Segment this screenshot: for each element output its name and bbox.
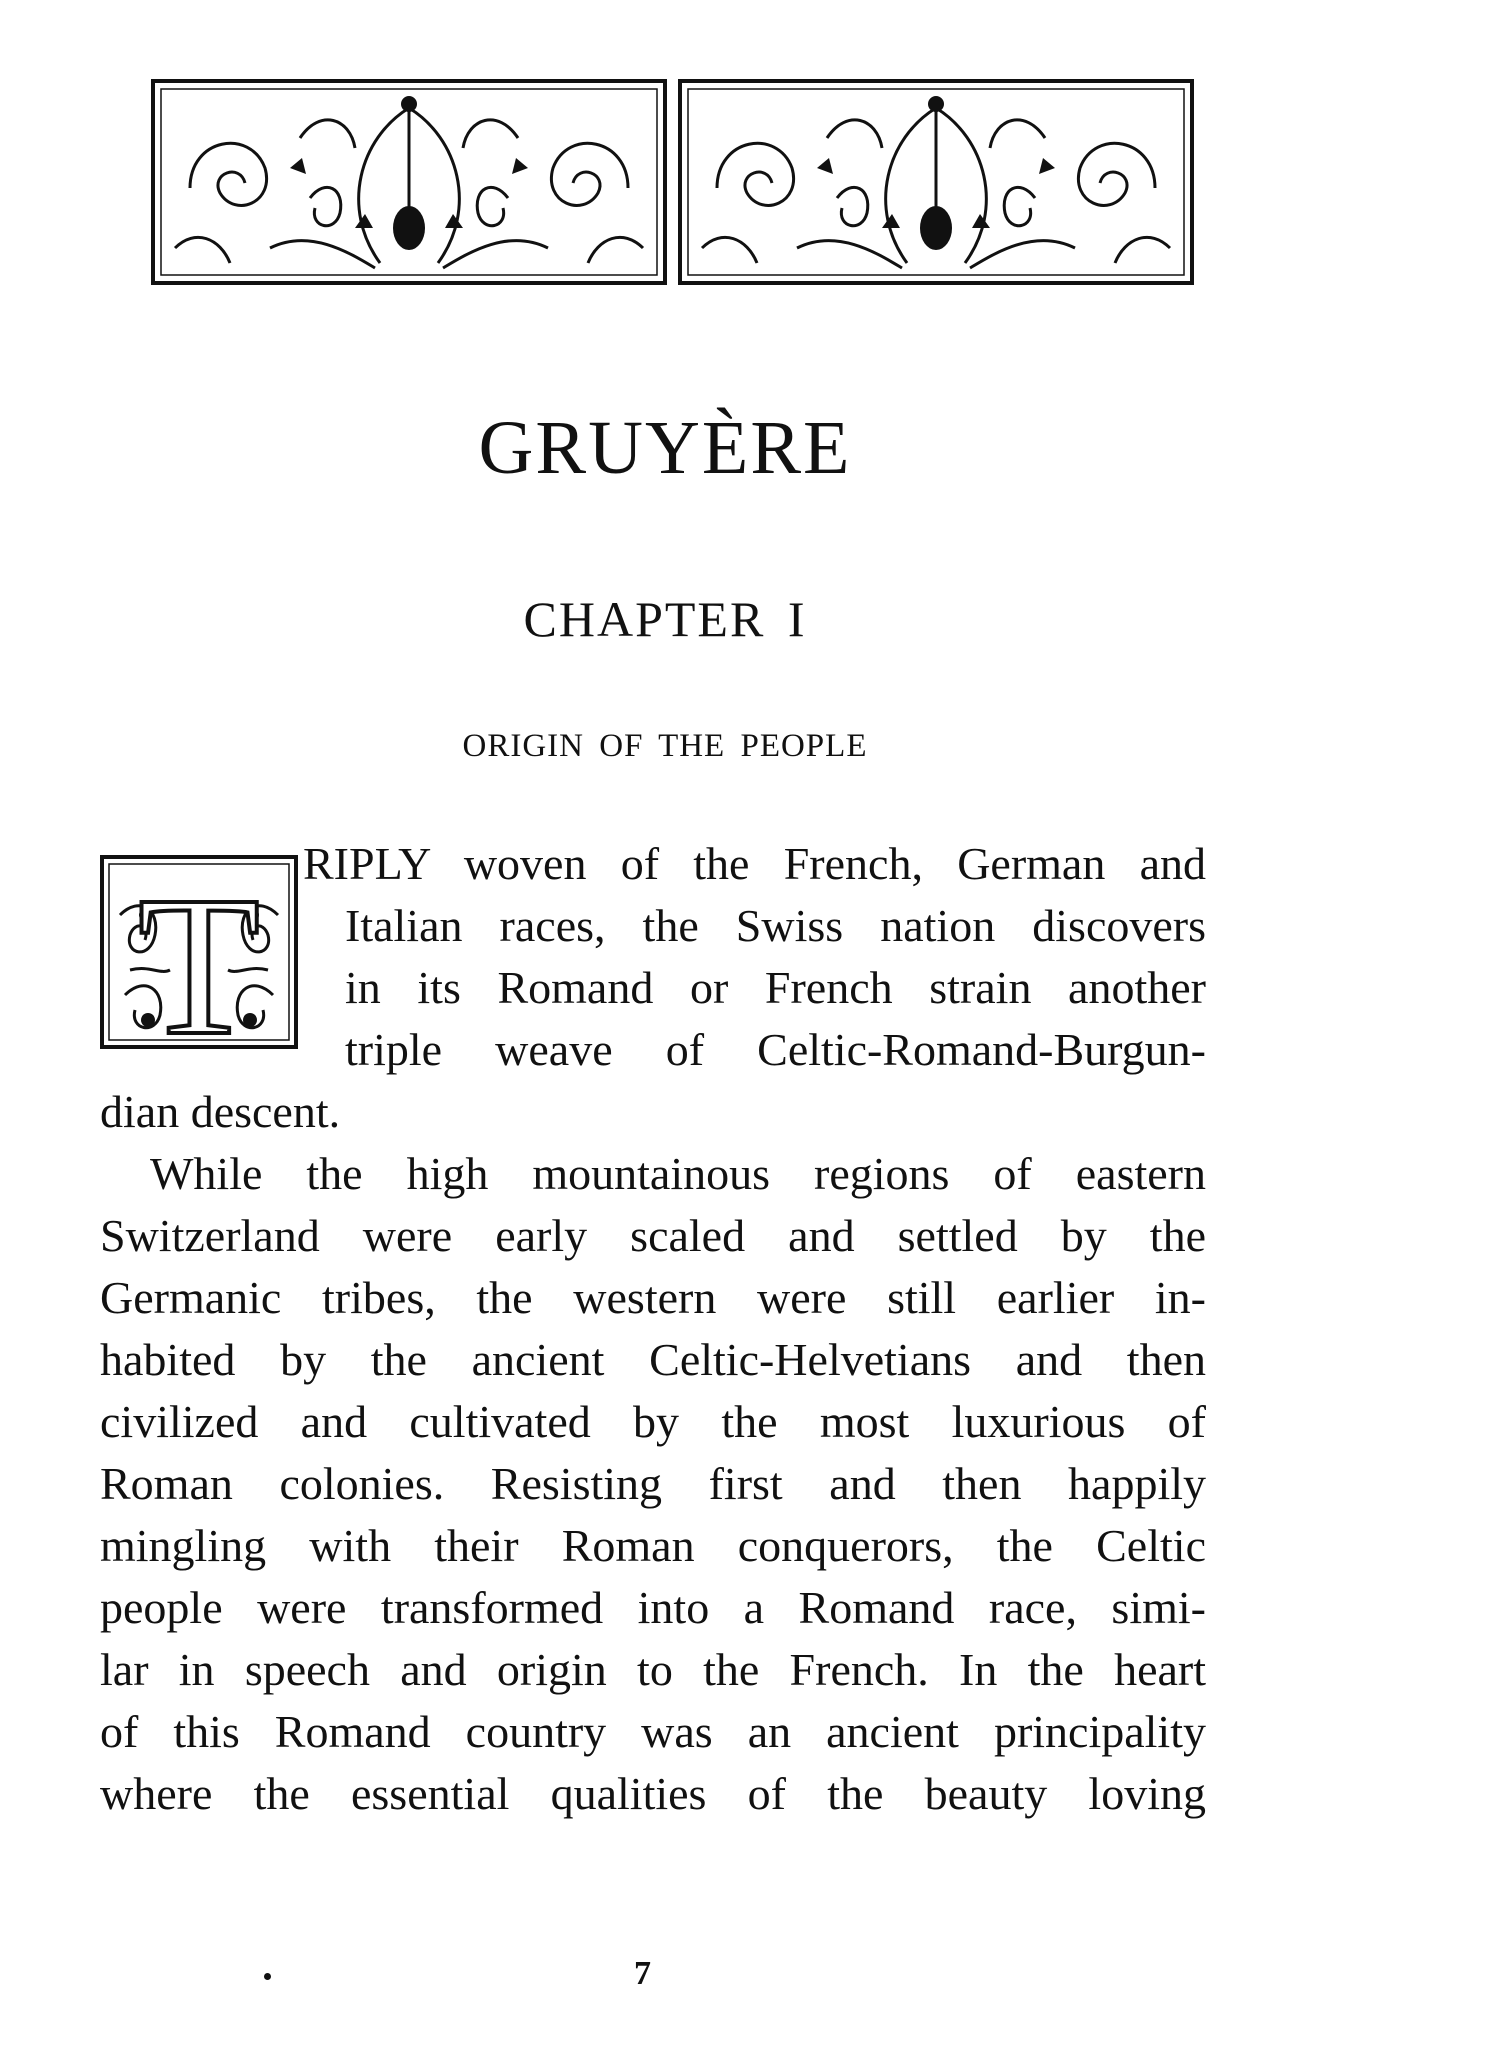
body-line: Germanic tribes, the western were still earlier in- (100, 1272, 1206, 1323)
body-line: of this Romand country was an ancient principality (100, 1706, 1206, 1757)
body-line: in its Romand or French strain another (345, 962, 1206, 1013)
book-title: GRUYÈRE (478, 406, 852, 490)
body-line: Switzerland were early scaled and settled by the (100, 1210, 1206, 1261)
body-line: dian descent. (100, 1086, 341, 1137)
decorative-headpiece (150, 78, 1195, 286)
stray-dot (264, 1973, 271, 1980)
body-line: civilized and cultivated by the most luxurious of (100, 1396, 1206, 1447)
body-line: mingling with their Roman conquerors, the Celtic (100, 1520, 1206, 1571)
drop-cap-ornament (100, 855, 298, 1049)
body-line: triple weave of Celtic-Romand-Burgun- (345, 1024, 1206, 1075)
body-line: people were transformed into a Romand race, simi- (100, 1582, 1206, 1633)
chapter-subtitle: ORIGIN OF THE PEOPLE (462, 728, 868, 764)
ornament-left-panel (150, 78, 668, 286)
body-line: RIPLY woven of the French, German and (303, 838, 1206, 889)
page-number: 7 (634, 1955, 651, 1992)
body-line: where the essential qualities of the beauty loving (100, 1768, 1206, 1819)
chapter-heading: CHAPTER I (523, 591, 807, 647)
body-line: While the high mountainous regions of eastern (150, 1148, 1206, 1199)
body-line: habited by the ancient Celtic-Helvetians and then (100, 1334, 1206, 1385)
body-line: Italian races, the Swiss nation discovers (345, 900, 1206, 951)
ornament-right-panel (677, 78, 1195, 286)
body-line: lar in speech and origin to the French. In the heart (100, 1644, 1206, 1695)
drop-cap-letter: T (137, 856, 261, 1049)
body-line: Roman colonies. Resisting first and then happily (100, 1458, 1206, 1509)
